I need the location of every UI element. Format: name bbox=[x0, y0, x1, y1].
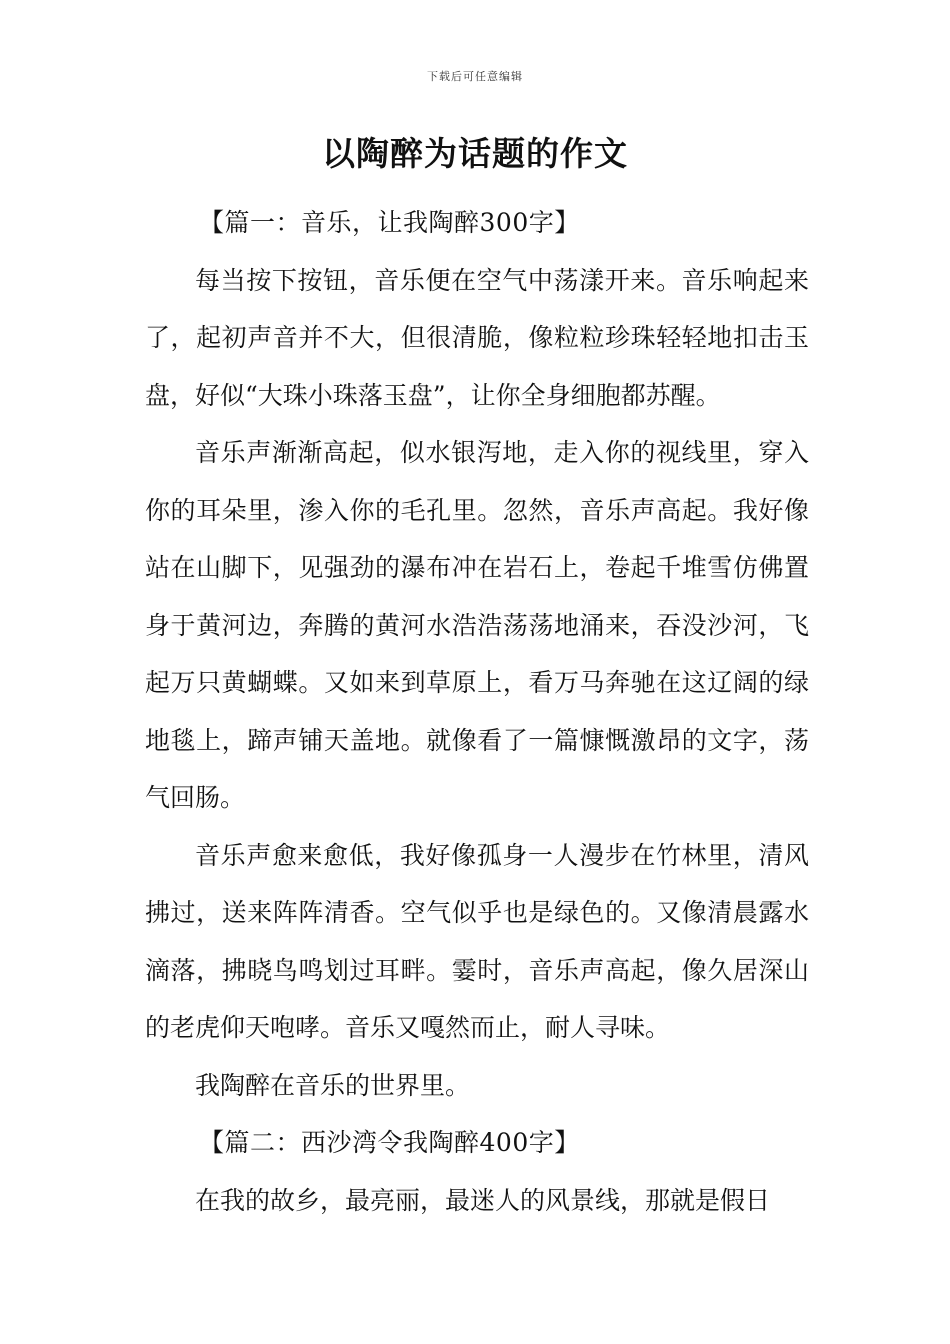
page-title: 以陶醉为话题的作文 bbox=[322, 134, 628, 173]
paragraph: 音乐声愈来愈低，我好像孤身一人漫步在竹林里，清风拂过，送来阵阵清香。空气似乎也是绿色的。又像清晨露水滴落，拂晓鸟鸣划过耳畔。霎时，音乐声高起，像久居深山的老虎仰天咆哮。音乐又嘎然而止，耐人寻味。 bbox=[145, 840, 809, 1042]
header-note: 下载后可任意编辑 bbox=[427, 70, 523, 83]
paragraph: 我陶醉在音乐的世界里。 bbox=[195, 1070, 471, 1100]
article-body bbox=[145, 194, 809, 1229]
paragraph: 在我的故乡，最亮丽，最迷人的风景线，那就是假日 bbox=[195, 1185, 771, 1215]
section-heading-2: 【篇二：西沙湾令我陶醉400字】 bbox=[199, 1128, 580, 1157]
paragraph: 音乐声渐渐高起，似水银泻地，走入你的视线里，穿入你的耳朵里，渗入你的毛孔里。忽然，音乐声高起。我好像站在山脚下，见强劲的瀑布冲在岩石上，卷起千堆雪仿佛置身于黄河边，奔腾的黄河水浩浩荡荡地涌来，吞没沙河，飞起万只黄蝴蝶。又如来到草原上，看万马奔驰在这辽阔的绿地毯上，蹄声铺天盖地。就像看了一篇慷慨激昂的文字，荡气回肠。 bbox=[145, 438, 809, 812]
paragraph: 每当按下按钮，音乐便在空气中荡漾开来。音乐响起来了，起初声音并不大，但很清脆，像粒粒珍珠轻轻地扣击玉盘，好似“大珠小珠落玉盘”，让你全身细胞都苏醒。 bbox=[145, 265, 809, 410]
section-heading-1: 【篇一：音乐，让我陶醉300字】 bbox=[199, 208, 580, 237]
